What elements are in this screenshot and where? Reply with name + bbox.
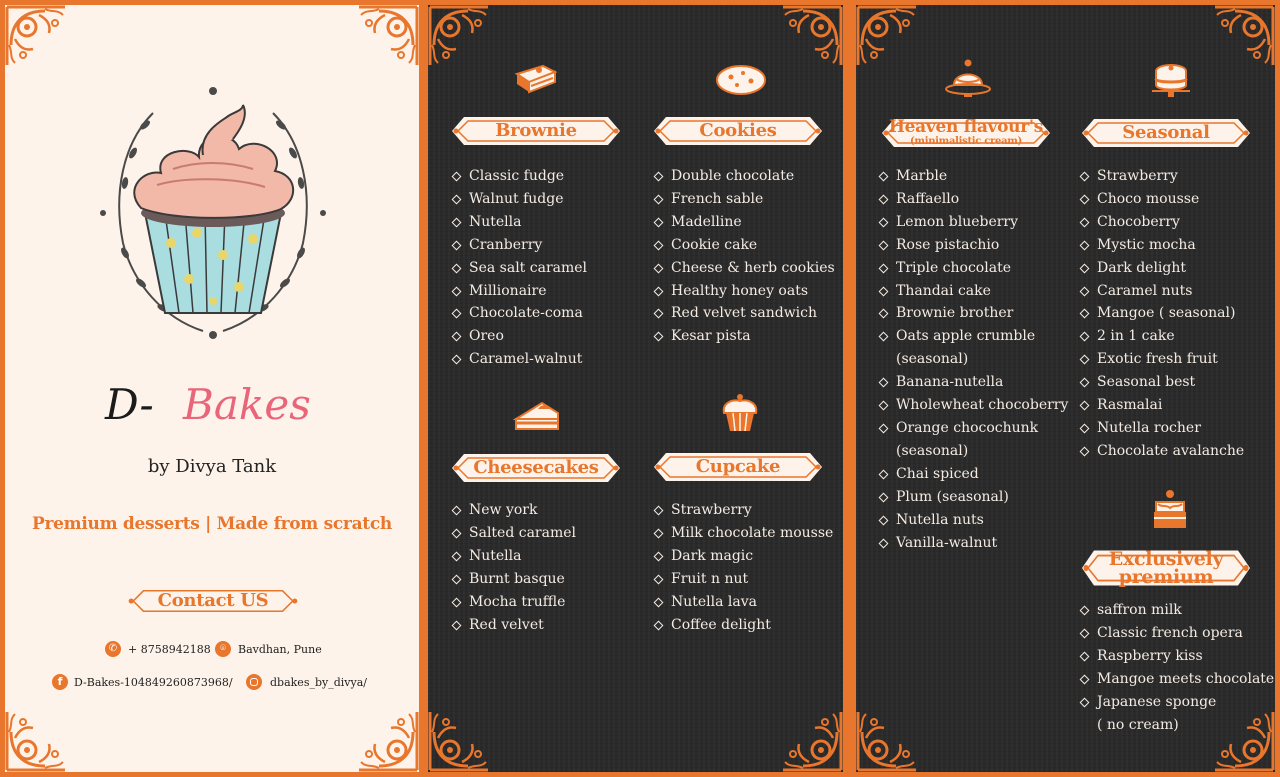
ornament-icon — [1211, 5, 1275, 69]
list-brownie — [452, 165, 587, 371]
menu-item-continuation: (seasonal) — [896, 442, 969, 459]
menu-item: Chocolate-coma — [452, 302, 587, 325]
banner-cookies — [650, 111, 826, 151]
menu-item: Double chocolate — [654, 165, 835, 188]
cake-stand-icon — [1148, 59, 1194, 99]
menu-item: Banana-nutella — [879, 371, 1068, 394]
banner-cheesecakes — [448, 448, 624, 488]
menu-item: Triple chocolate — [879, 257, 1068, 280]
phone-icon: ✆ — [105, 641, 121, 657]
menu-item: Millionaire — [452, 280, 587, 303]
brand-panel — [0, 0, 424, 777]
brand-panel-inner — [5, 5, 419, 772]
menu-item: Lemon blueberry — [879, 211, 1068, 234]
menu-item: saffron milk — [1080, 599, 1274, 622]
ornament-icon — [5, 5, 69, 69]
menu-item: Red velvet — [452, 614, 576, 637]
ornament-icon — [355, 708, 419, 772]
menu-item: Walnut fudge — [452, 188, 587, 211]
menu-item: Cranberry — [452, 234, 587, 257]
menu-item-continuation: ( no cream) — [1097, 716, 1179, 733]
list-cupcake — [654, 499, 833, 636]
menu-item: Nutella — [452, 545, 576, 568]
menu-panel-right — [852, 0, 1280, 777]
menu-item: Mangoe ( seasonal) — [1080, 302, 1244, 325]
ornament-icon — [5, 708, 69, 772]
menu-item: Caramel-walnut — [452, 348, 587, 371]
facebook-icon: f — [52, 674, 68, 690]
menu-item: Mystic mocha — [1080, 234, 1244, 257]
heaven-title: Heaven flavour's — [888, 117, 1044, 137]
menu-item: Kesar pista — [654, 325, 835, 348]
menu-item: Dark delight — [1080, 257, 1244, 280]
menu-item: Fruit n nut — [654, 568, 833, 591]
menu-item: Healthy honey oats — [654, 280, 835, 303]
menu-item: Plum (seasonal) — [879, 486, 1068, 509]
menu-item-continuation: (seasonal) — [896, 351, 969, 368]
menu-item: Strawberry — [654, 499, 833, 522]
instagram-handle: dbakes_by_divya/ — [270, 675, 367, 689]
facebook-row[interactable] — [52, 674, 233, 690]
ornament-icon — [428, 5, 492, 69]
banner-seasonal — [1078, 113, 1254, 153]
byline: by Divya Tank — [147, 456, 277, 477]
menu-item: Mangoe meets chocolate — [1080, 668, 1274, 691]
menu-item: Classic french opera — [1080, 622, 1274, 645]
ornament-icon — [856, 5, 920, 69]
menu-item: Cookie cake — [654, 234, 835, 257]
menu-item: Mocha truffle — [452, 591, 576, 614]
cupcake-icon — [718, 391, 762, 435]
menu-item: Madelline — [654, 211, 835, 234]
menu-item: Seasonal best — [1080, 371, 1244, 394]
location-pin-icon: ⌾ — [215, 641, 231, 657]
menu-item: French sable — [654, 188, 835, 211]
menu-item: Dark magic — [654, 545, 833, 568]
banner-heaven — [878, 113, 1054, 153]
brand-name-part2: Bakes — [183, 380, 311, 429]
location-text: Bavdhan, Pune — [238, 642, 322, 656]
ornament-icon — [355, 5, 419, 69]
list-premium — [1080, 599, 1274, 736]
tagline: Premium desserts | Made from scratch — [32, 514, 392, 534]
menu-panel-middle — [424, 0, 848, 777]
premium-title-line2: premium — [1118, 566, 1214, 588]
menu-item: 2 in 1 cake — [1080, 325, 1244, 348]
menu-item: Wholewheat chocoberry — [879, 394, 1068, 417]
menu-item: Vanilla-walnut — [879, 532, 1068, 555]
section-title-cupcake: Cupcake — [695, 456, 781, 477]
menu-item: Chai spiced — [879, 463, 1068, 486]
menu-item: Oreo — [452, 325, 587, 348]
list-cheesecakes — [452, 499, 576, 636]
section-title-premium — [1078, 543, 1254, 593]
menu-item: Burnt basque — [452, 568, 576, 591]
menu-item: Thandai cake — [879, 280, 1068, 303]
menu-item: Rasmalai — [1080, 394, 1244, 417]
menu-item: Rose pistachio — [879, 234, 1068, 257]
menu-item: Marble — [879, 165, 1068, 188]
instagram-row[interactable] — [246, 674, 367, 690]
banner-premium — [1078, 543, 1254, 593]
ornament-icon — [779, 5, 843, 69]
section-title-seasonal: Seasonal — [1122, 122, 1210, 143]
ornament-icon — [856, 708, 920, 772]
contact-label: Contact US — [157, 590, 269, 611]
menu-item: Exotic fresh fruit — [1080, 348, 1244, 371]
cupcake-logo-icon — [93, 73, 333, 343]
location-row[interactable] — [215, 641, 322, 657]
menu-item: Red velvet sandwich — [654, 302, 835, 325]
menu-item: Raffaello — [879, 188, 1068, 211]
menu-item: Strawberry — [1080, 165, 1244, 188]
ornament-icon — [779, 708, 843, 772]
menu-item: Coffee delight — [654, 614, 833, 637]
menu-item: Cheese & herb cookies — [654, 257, 835, 280]
menu-item: Nutella lava — [654, 591, 833, 614]
menu-item: Raspberry kiss — [1080, 645, 1274, 668]
contact-banner — [123, 579, 303, 623]
menu-item: Brownie brother — [879, 302, 1068, 325]
ornament-icon — [428, 708, 492, 772]
menu-item: Chocolate avalanche — [1080, 440, 1244, 463]
list-cookies — [654, 165, 835, 348]
menu-panel-middle-inner — [428, 5, 843, 772]
menu-item: Chocoberry — [1080, 211, 1244, 234]
section-title-cheesecakes: Cheesecakes — [473, 457, 599, 478]
layer-cake-icon — [1150, 488, 1190, 534]
menu-item: Choco mousse — [1080, 188, 1244, 211]
section-title-heaven — [878, 113, 1054, 153]
menu-item: Milk chocolate mousse — [654, 522, 833, 545]
instagram-icon — [246, 674, 262, 690]
cake-dome-icon — [944, 57, 992, 99]
brownie-icon — [513, 60, 559, 96]
banner-brownie — [448, 111, 624, 151]
menu-item: Classic fudge — [452, 165, 587, 188]
menu-item: New york — [452, 499, 576, 522]
menu-item: Oats apple crumble — [879, 325, 1068, 348]
brand-name — [105, 380, 311, 429]
menu-item: Nutella nuts — [879, 509, 1068, 532]
menu-item: Caramel nuts — [1080, 280, 1244, 303]
heaven-subtitle: (minimalistic cream) — [910, 136, 1022, 147]
list-seasonal — [1080, 165, 1244, 463]
brand-name-part1: D- — [105, 380, 154, 429]
cookie-icon — [715, 63, 767, 97]
phone-number: + 8758942188 — [128, 642, 211, 656]
menu-item: Japanese sponge — [1080, 691, 1274, 714]
menu-item: Orange chocochunk — [879, 417, 1068, 440]
facebook-handle: D-Bakes-104849260873968/ — [74, 675, 233, 689]
premium-title-line1: Exclusively — [1108, 547, 1224, 570]
menu-item: Sea salt caramel — [452, 257, 587, 280]
banner-cupcake — [650, 447, 826, 487]
menu-item: Nutella rocher — [1080, 417, 1244, 440]
menu-item: Nutella — [452, 211, 587, 234]
menu-panel-right-inner — [856, 5, 1275, 772]
menu-item: Salted caramel — [452, 522, 576, 545]
cheesecake-icon — [512, 397, 562, 433]
section-title-brownie: Brownie — [495, 120, 577, 141]
section-title-cookies: Cookies — [699, 120, 777, 141]
list-heaven — [879, 165, 1068, 554]
phone-row[interactable] — [105, 641, 211, 657]
